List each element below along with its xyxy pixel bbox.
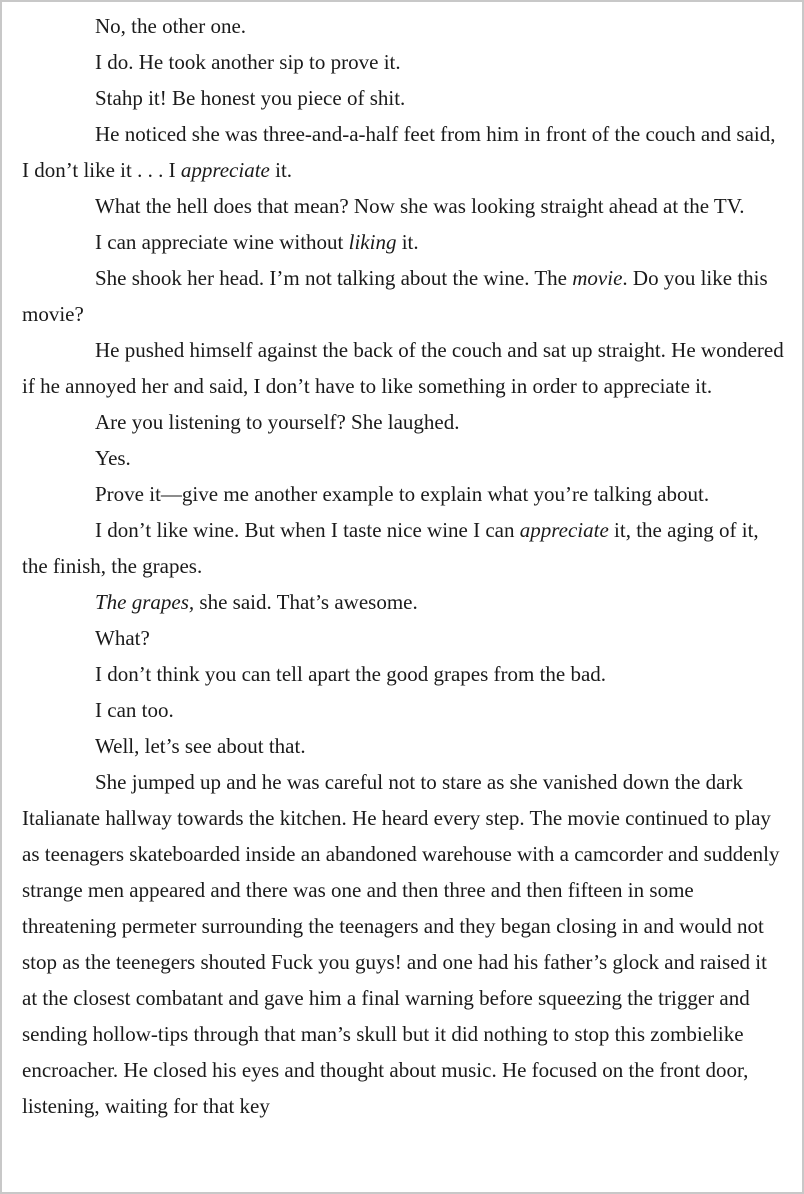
text-run: I can appreciate wine without xyxy=(95,230,349,254)
paragraph xyxy=(22,224,784,260)
italic-text: movie xyxy=(572,266,623,290)
text-run: What the hell does that mean? Now she was looking straight ahead at the TV. xyxy=(95,194,745,218)
text-run: He pushed himself against the back of the couch and sat up straight. He wondered if he annoyed her and said, I don’t have to like something in order to appreciate it. xyxy=(22,338,784,398)
paragraph xyxy=(22,692,784,728)
text-run: . Do you like this movie? xyxy=(22,266,768,326)
text-run: she said. That’s awesome. xyxy=(194,590,418,614)
text-run: it, the aging of it, the finish, the grapes. xyxy=(22,518,759,578)
paragraph xyxy=(22,44,784,80)
paragraph xyxy=(22,260,784,332)
text-run: She shook her head. I’m not talking about the wine. The xyxy=(95,266,573,290)
text-run: Prove it—give me another example to explain what you’re talking about. xyxy=(95,482,710,506)
paragraph xyxy=(22,476,784,512)
italic-text: liking xyxy=(348,230,397,254)
paragraph xyxy=(22,188,784,224)
text-run: I can too. xyxy=(95,698,174,722)
text-run: What? xyxy=(95,626,150,650)
paragraph xyxy=(22,332,784,404)
text-run: She jumped up and he was careful not to stare as she vanished down the dark Italianate hallway towards the kitchen. He heard every step. The movie continued to play as teenagers skateboarded inside an abandoned warehouse with a camcorder and suddenly strange men appeared and there was one and then three and then fifteen in some threatening permeter surrounding the teenagers and they began closing in and would not stop as the teenegers shouted Fuck you guys! and one had his father’s glock and raised it at the closest combatant and gave him a final warning before squeezing the trigger and sending hollow-tips through that man’s skull but it did nothing to stop this zombielike encroacher. He closed his eyes and thought about music. He focused on the front door, listening, waiting for that key xyxy=(22,770,780,1118)
text-run: He noticed she was three-and-a-half feet from him in front of the couch and said, I don’t like it . . . I xyxy=(22,122,776,182)
text-run: Well, let’s see about that. xyxy=(95,734,306,758)
text-run: I don’t like wine. But when I taste nice wine I can xyxy=(95,518,520,542)
paragraph xyxy=(22,116,784,188)
italic-text: appreciate xyxy=(519,518,609,542)
paragraph xyxy=(22,8,784,44)
text-run: I don’t think you can tell apart the good grapes from the bad. xyxy=(95,662,607,686)
paragraph xyxy=(22,512,784,584)
paragraph xyxy=(22,440,784,476)
paragraph xyxy=(22,404,784,440)
text-run: Yes. xyxy=(95,446,131,470)
paragraph xyxy=(22,656,784,692)
paragraph xyxy=(22,80,784,116)
text-run: Are you listening to yourself? She laughed. xyxy=(95,410,460,434)
paragraph xyxy=(22,620,784,656)
text-run: it. xyxy=(396,230,419,254)
text-run: No, the other one. xyxy=(95,14,247,38)
paragraph xyxy=(22,764,784,1124)
italic-text: appreciate xyxy=(180,158,270,182)
text-run: Stahp it! Be honest you piece of shit. xyxy=(95,86,406,110)
paragraph xyxy=(22,584,784,620)
document-text xyxy=(22,8,784,1124)
paragraph xyxy=(22,728,784,764)
italic-text: The grapes, xyxy=(95,590,195,614)
text-run: I do. He took another sip to prove it. xyxy=(95,50,401,74)
text-run: it. xyxy=(269,158,293,182)
